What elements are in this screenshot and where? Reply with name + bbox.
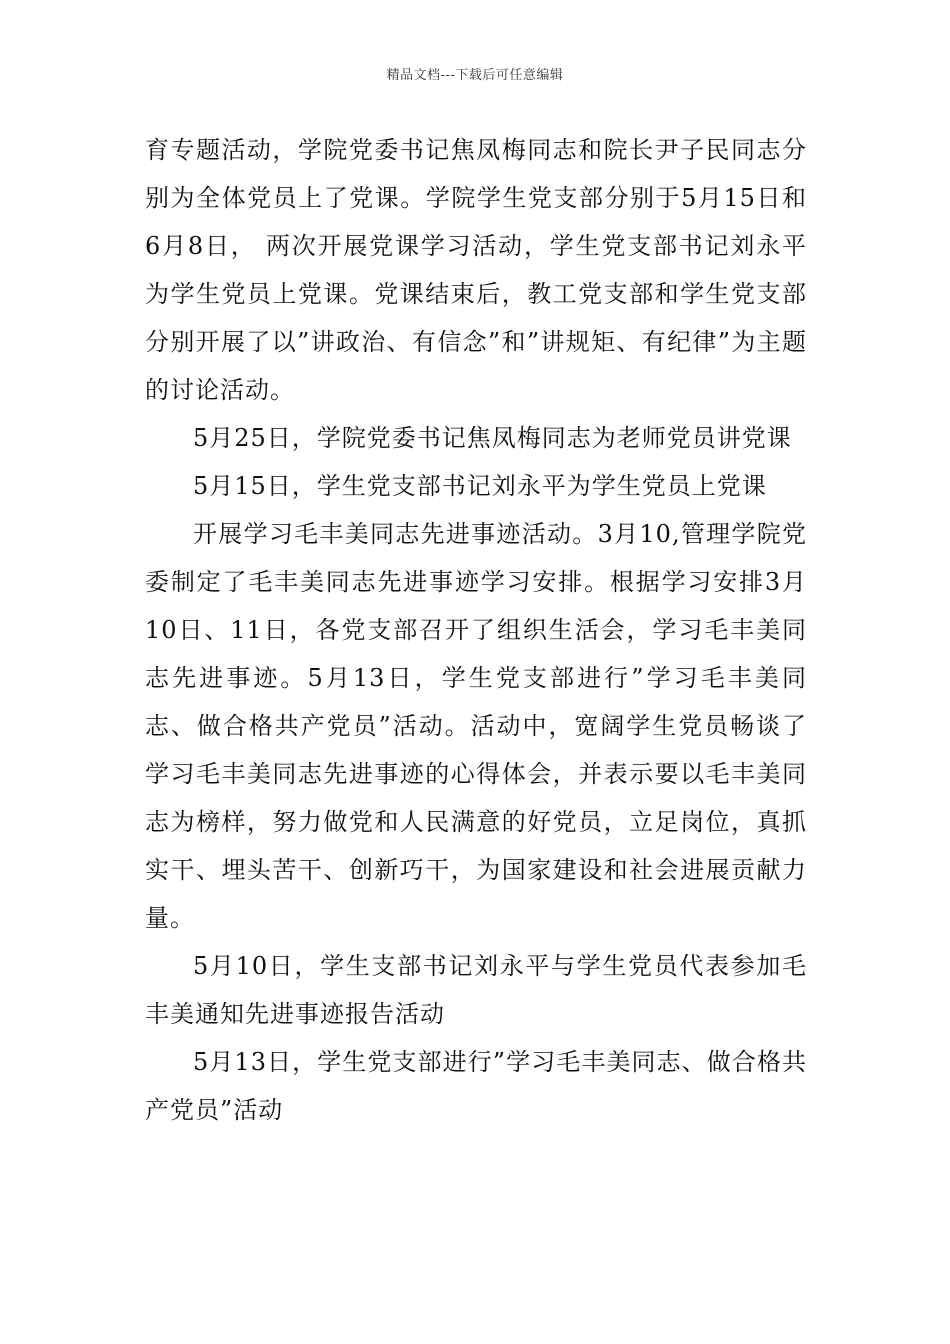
page-header: 精品文档---下载后可任意编辑 [386,68,564,83]
paragraph-caption-may25: 5月25日，学院党委书记焦凤梅同志为老师党员讲党课 [193,424,792,452]
paragraph-continuation: 育专题活动，学院党委书记焦凤梅同志和院长尹子民同志分别为全体党员上了党课。学院学生党支部分别于5月15日和6月8日， 两次开展党课学习活动，学生党支部书记刘永平为学生党员上党课。党课结束后，教工党支部和学生党支部分别开展了以”讲政治、有信念”和”讲规矩、有纪律”为主题的讨论活动。 [145,136,807,404]
document-body [145,126,807,1134]
paragraph-caption-may10: 5月10日，学生支部书记刘永平与学生党员代表参加毛丰美通知先进事迹报告活动 [145,952,807,1028]
paragraph-caption-may15: 5月15日，学生党支部书记刘永平为学生党员上党课 [193,472,767,500]
paragraph-caption-may13: 5月13日，学生党支部进行”学习毛丰美同志、做合格共产党员”活动 [145,1048,807,1124]
paragraph-maofengmei-study: 开展学习毛丰美同志先进事迹活动。3月10,管理学院党委制定了毛丰美同志先进事迹学习安排。根据学习安排3月10日、11日，各党支部召开了组织生活会，学习毛丰美同志先进事迹。5月13日，学生党支部进行”学习毛丰美同志、做合格共产党员”活动。活动中，宽阔学生党员畅谈了学习毛丰美同志先进事迹的心得体会，并表示要以毛丰美同志为榜样，努力做党和人民满意的好党员，立足岗位，真抓实干、埋头苦干、创新巧干，为国家建设和社会进展贡献力量。 [145,520,807,932]
